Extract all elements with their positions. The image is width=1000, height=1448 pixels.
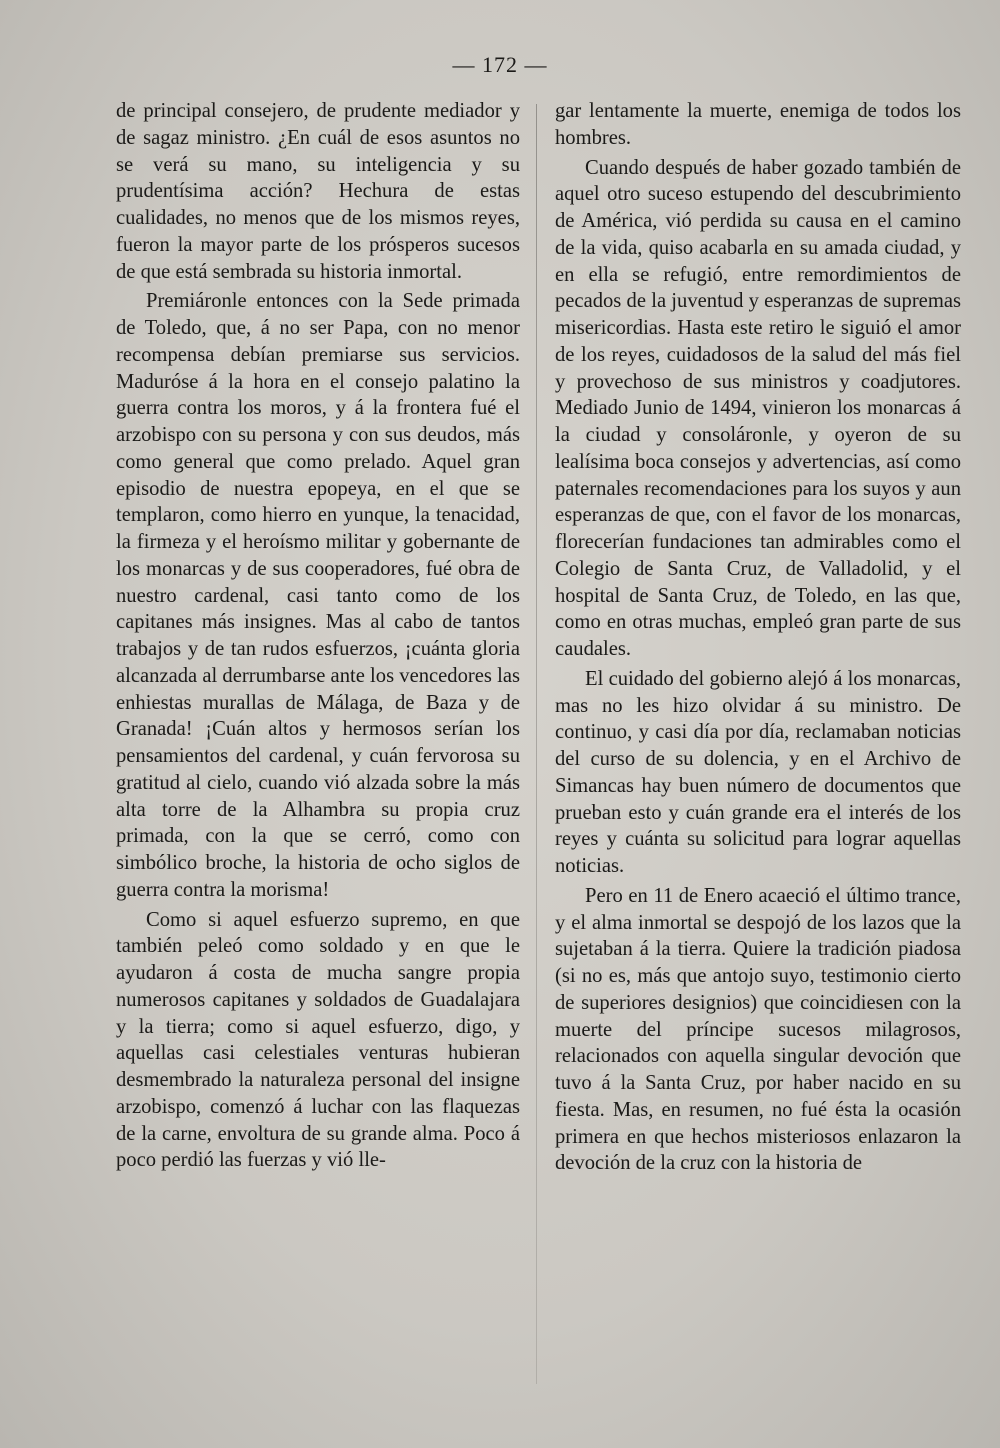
right-paragraph-1: gar lentamente la muerte, enemiga de todos los hombres. (555, 100, 961, 149)
left-paragraph-3: Como si aquel esfuerzo supremo, en que también peleó como soldado y en que le ayudaron á costa de mucha sangre propia numerosos capitanes y soldados de Guadalajara y la tierra; como si aquel esfuerzo, digo, y aquellas casi celestiales venturas hubieran desmembrado la naturaleza personal del insigne arzobispo, comenzó á luchar con las flaquezas de la carne, envoltura de su grande alma. Poco á poco perdió las fuerzas y vió lle- (116, 908, 520, 1172)
left-column (116, 98, 520, 1174)
right-column (555, 98, 961, 1177)
right-paragraph-2: Cuando después de haber gozado también de aquel otro suceso estupendo del descubrimiento de América, vió perdida su causa en el camino de la vida, quiso acabarla en su amada ciudad, y en ella se refugió, entre remordimientos de pecados de la juventud y esperanzas de supremas misericordias. Hasta este retiro le siguió el amor de los reyes, cuidadosos de la salud del más fiel y provechoso de sus ministros y coadjutores. Mediado Junio de 1494, vinieron los monarcas á la ciudad y consoláronle, y oyeron de su lealísima boca consejos y advertencias, así como paternales recomendaciones para los suyos y aun esperanzas de que, con el favor de los monarcas, florecerían fundaciones tan admirables como el Colegio de Santa Cruz, de Valladolid, y el hospital de Santa Cruz, de Toledo, en las que, como en otras muchas, empleó gran parte de sus caudales. (555, 156, 961, 660)
left-paragraph-1: de principal consejero, de prudente mediador y de sagaz ministro. ¿En cuál de esos asuntos no se verá su mano, su inteligencia y su prudentísima acción? Hechura de estas cualidades, no menos que de los mismos reyes, fueron la mayor parte de los prósperos sucesos de que está sembrada su historia inmortal. (116, 100, 520, 283)
page-number: — 172 — (452, 52, 548, 77)
right-paragraph-3: El cuidado del gobierno alejó á los monarcas, mas no les hizo olvidar á su ministro. De continuo, y casi día por día, reclamaban noticias del curso de su dolencia, y en el Archivo de Simancas hay buen número de documentos que prueban esto y cuán grande era el interés de los reyes y cuánta su solicitud para lograr aquellas noticias. (555, 667, 961, 877)
column-divider (536, 104, 537, 1384)
right-paragraph-4: Pero en 11 de Enero acaeció el último trance, y el alma inmortal se despojó de los lazos que la sujetaban á la tierra. Quiere la tradición piadosa (si no es, más que antojo suyo, testimonio cierto de superiores designios) que coincidiesen con la muerte del príncipe sucesos milagrosos, relacionados con aquella singular devoción que tuvo á la Santa Cruz, por haber nacido en su fiesta. Mas, en resumen, no fué ésta la ocasión primera en que hechos misteriosos enlazaron la devoción de la cruz con la historia de (555, 884, 961, 1175)
left-paragraph-2: Premiáronle entonces con la Sede primada de Toledo, que, á no ser Papa, con no menor recompensa debían premiarse sus servicios. Maduróse á la hora en el consejo palatino la guerra contra los moros, y á la frontera fué el arzobispo con su persona y con sus deudos, más como general que como prelado. Aquel gran episodio de nuestra epopeya, en el que se templaron, como hierro en yunque, la tenacidad, la firmeza y el heroísmo militar y gobernante de los monarcas y de sus cooperadores, fué obra de nuestro cardenal, casi tanto como de los capitanes más insignes. Mas al cabo de tantos trabajos y de tan rudos esfuerzos, ¡cuánta gloria alcanzada al derrumbarse ante los vencedores las enhiestas murallas de Málaga, de Baza y de Granada! ¡Cuán altos y hermosos serían los pensamientos del cardenal, y cuán fervorosa su gratitud al cielo, cuando vió alzada sobre la más alta torre de la Alhambra su propia cruz primada, con la que se cerró, como con simbólico broche, la historia de ocho siglos de guerra contra la morisma! (116, 290, 520, 901)
